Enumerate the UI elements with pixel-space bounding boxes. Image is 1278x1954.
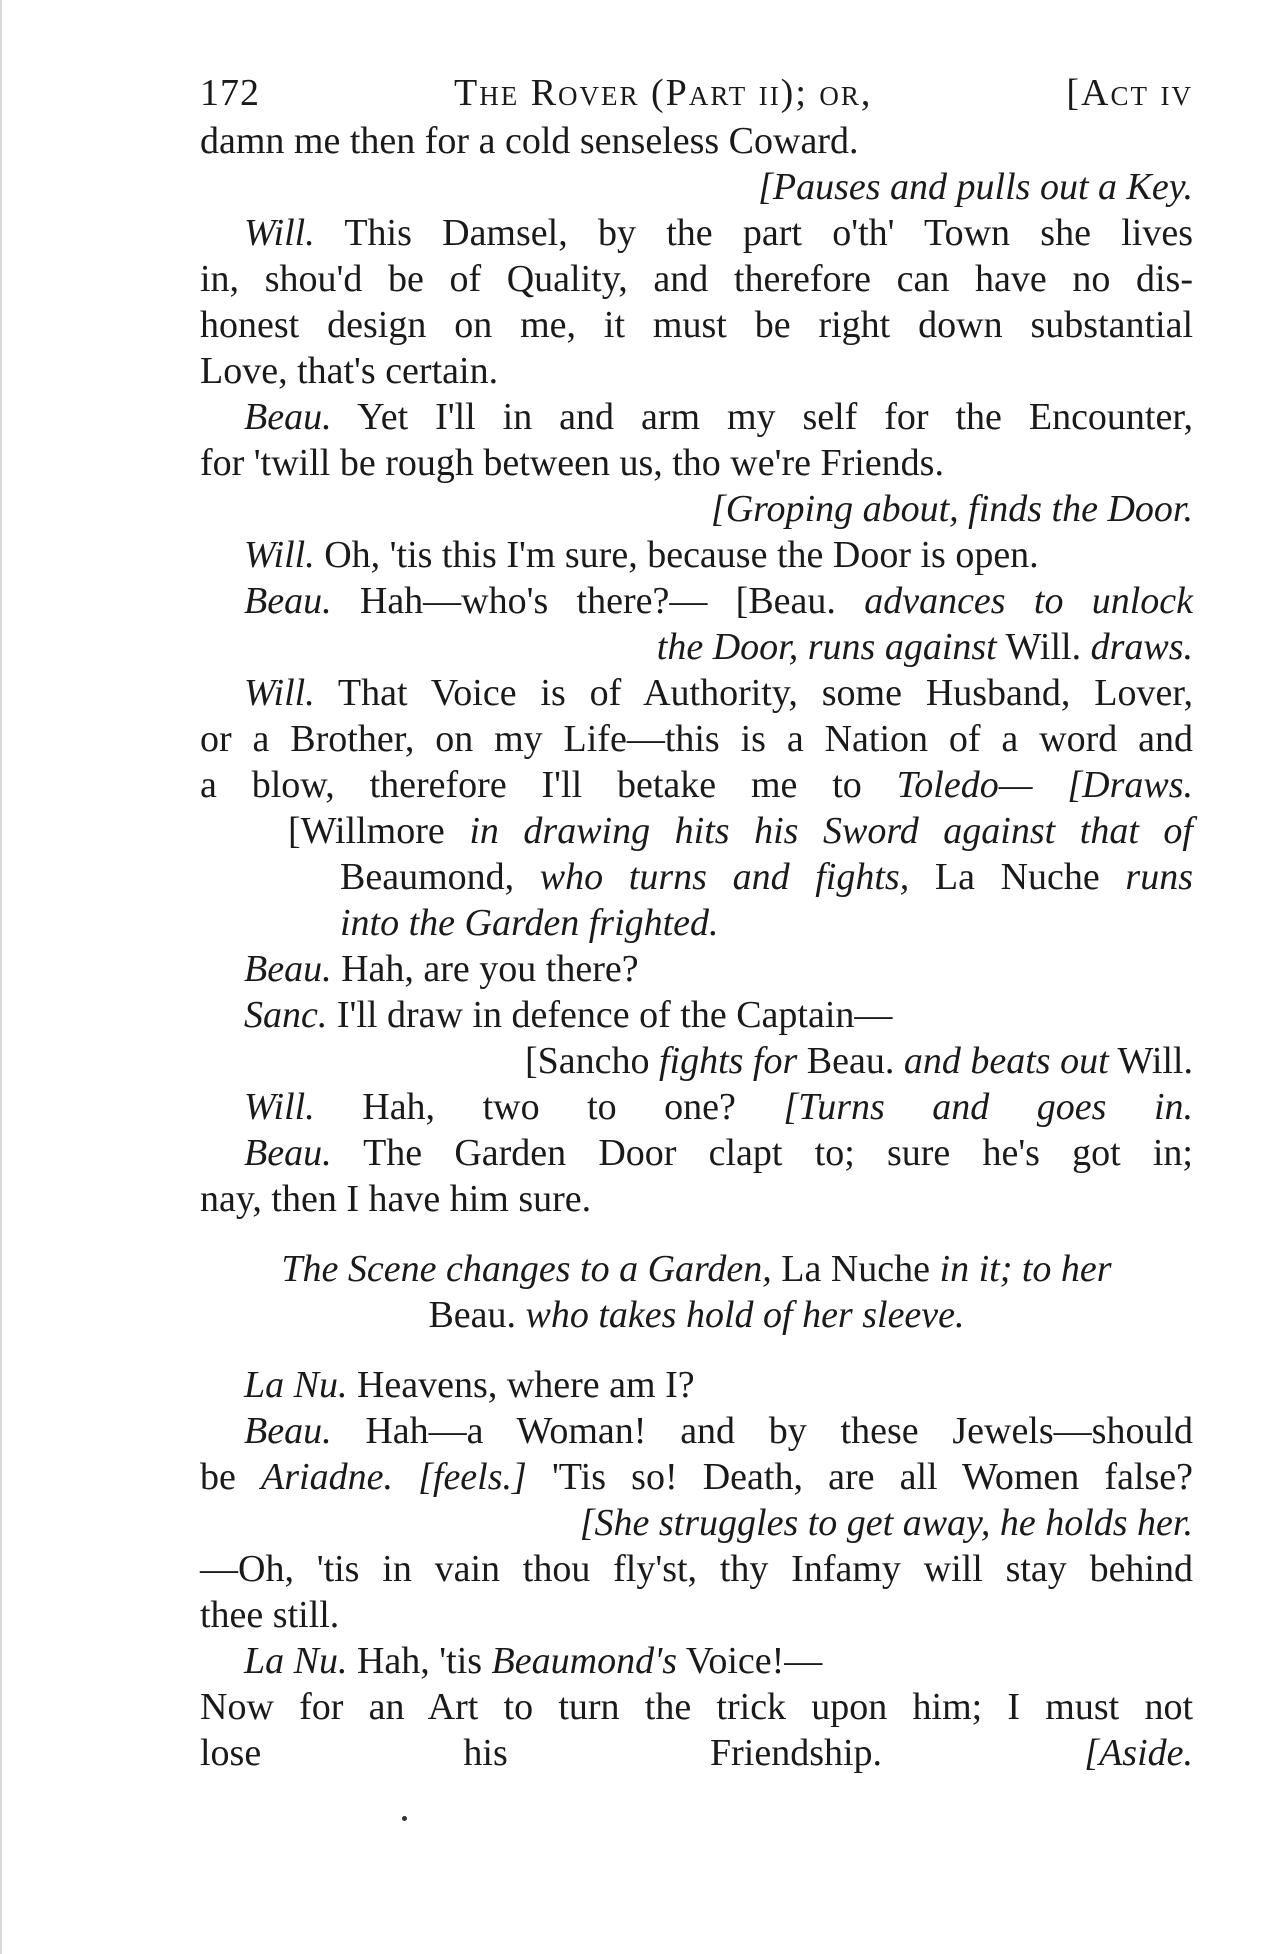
text-line: —Oh, 'tis in vain thou fly'st, thy Infamy will stay behind	[200, 1548, 1193, 1590]
speech-text: be	[200, 1456, 236, 1498]
scene-heading-text: in it; to her	[939, 1248, 1112, 1290]
speech-text: Yet I'll in and arm my self for the Encounter,	[357, 396, 1193, 438]
running-title: The Rover (Part ii); or,	[453, 72, 873, 114]
running-header	[200, 70, 1193, 118]
stage-direction-text: runs	[1125, 856, 1193, 898]
text-line: or a Brother, on my Life—this is a Nation of a word and	[200, 718, 1193, 760]
dialogue-line	[200, 1638, 1193, 1684]
stage-direction-text: who turns and fights,	[539, 856, 910, 898]
speech-text: The Garden Door clapt to; sure he's got in;	[363, 1132, 1193, 1174]
dialogue-line	[200, 670, 1193, 716]
dialogue-line	[200, 578, 1193, 624]
character-name: Ariadne.	[261, 1456, 393, 1498]
speech-text: Hah, are you there?	[341, 948, 639, 990]
scene-heading-name: Beau.	[428, 1294, 517, 1336]
dialogue-line	[200, 946, 1193, 992]
stage-direction: [Pauses and pulls out a Key.	[758, 166, 1193, 208]
book-page	[200, 70, 1193, 1776]
stage-direction-name: [Sancho	[524, 1040, 650, 1082]
stage-direction-text: fights for	[658, 1040, 798, 1082]
dialogue-line	[200, 992, 1193, 1038]
scene-heading	[200, 1292, 1193, 1338]
speech-text: Oh, 'tis this I'm sure, because the Door is open.	[324, 534, 1039, 576]
text-line: for 'twill be rough between us, tho we're Friends.	[200, 442, 944, 484]
dialogue-line	[200, 394, 1193, 440]
stage-direction-name: La Nuche	[934, 856, 1100, 898]
scene-heading-name: La Nuche	[781, 1248, 931, 1290]
ink-speck	[402, 1816, 407, 1821]
speaker-name: La Nu.	[244, 1640, 348, 1682]
dialogue-line	[200, 210, 1193, 256]
scene-gap	[200, 1338, 1193, 1362]
speaker-name: Will.	[244, 534, 315, 576]
stage-direction-name: [Willmore	[288, 810, 445, 852]
page-edge-shadow	[0, 0, 2, 1954]
speaker-name: Beau.	[244, 580, 332, 622]
stage-direction	[200, 854, 1193, 900]
stage-direction-name: Will.	[1117, 1040, 1193, 1082]
page-number: 172	[200, 72, 260, 114]
dialogue-line	[200, 1362, 1193, 1408]
stage-direction	[200, 624, 1193, 670]
stage-direction-name: Will.	[1005, 626, 1082, 668]
text-line: Now for an Art to turn the trick upon him; I must not	[200, 1686, 1193, 1728]
speech-text: Hah—who's there?—	[359, 580, 708, 622]
text-line: nay, then I have him sure.	[200, 1178, 592, 1220]
stage-direction	[200, 1038, 1193, 1084]
text-line	[200, 1454, 1193, 1500]
stage-direction: into the Garden frighted.	[340, 902, 719, 944]
text-line: in, shou'd be of Quality, and therefore can have no dis-	[200, 258, 1193, 300]
stage-direction	[200, 808, 1193, 854]
place-name: Toledo—	[896, 764, 1033, 806]
dialogue-line	[200, 532, 1193, 578]
speaker-name: Will.	[244, 1086, 315, 1128]
speech-text: I'll draw in defence of the Captain—	[336, 994, 893, 1036]
stage-direction-name: Beaumond,	[340, 856, 515, 898]
character-name: Beaumond's	[491, 1640, 677, 1682]
dialogue-line	[200, 1130, 1193, 1176]
text-line: thee still.	[200, 1594, 340, 1636]
speech-text: That Voice is of Authority, some Husband, Lover,	[337, 672, 1193, 714]
speaker-name: Will.	[244, 672, 315, 714]
stage-direction: [feels.]	[418, 1456, 527, 1498]
stage-direction: [Groping about, finds the Door.	[710, 488, 1193, 530]
text-line: honest design on me, it must be right down substantial	[200, 304, 1193, 346]
speaker-name: Beau.	[244, 1410, 332, 1452]
stage-direction: [Aside.	[1084, 1732, 1193, 1774]
act-label: [Act iv	[1066, 72, 1193, 114]
speech-text: Heavens, where am I?	[356, 1364, 695, 1406]
text-line: Love, that's certain.	[200, 350, 499, 392]
speech-text: This Damsel, by the part o'th' Town she lives	[344, 212, 1193, 254]
speaker-name: Beau.	[244, 948, 332, 990]
text-line	[200, 762, 1193, 808]
stage-direction: advances to unlock	[864, 580, 1194, 622]
stage-direction-text: in drawing hits his Sword against that of	[469, 810, 1193, 852]
speech-text: a blow, therefore I'll betake me to	[200, 764, 862, 806]
speaker-name: La Nu.	[244, 1364, 348, 1406]
scene-heading-text: The Scene changes to a Garden,	[281, 1248, 772, 1290]
text-line	[200, 1730, 1193, 1776]
speaker-name: Beau.	[244, 396, 332, 438]
speech-text: Hah—a Woman! and by these Jewels—should	[365, 1410, 1194, 1452]
text-line: damn me then for a cold senseless Coward.	[200, 120, 859, 162]
speech-text: lose his Friendship.	[200, 1732, 883, 1774]
stage-direction: [Draws.	[1067, 764, 1194, 806]
speech-text: Hah, 'tis	[356, 1640, 483, 1682]
scene-heading-text: who takes hold of her sleeve.	[525, 1294, 965, 1336]
stage-direction-name: Beau.	[806, 1040, 895, 1082]
scene-gap	[200, 1222, 1193, 1246]
speech-text: 'Tis so! Death, are all Women false?	[551, 1456, 1194, 1498]
stage-direction-text: and beats out	[903, 1040, 1109, 1082]
speech-text: Hah, two to one?	[362, 1086, 736, 1128]
speaker-name: Beau.	[244, 1132, 332, 1174]
speaker-name: Will.	[244, 212, 315, 254]
stage-direction-name: [Beau.	[735, 580, 836, 622]
stage-direction-text: draws.	[1090, 626, 1193, 668]
scene-heading	[200, 1246, 1193, 1292]
stage-direction: [Turns and goes in.	[783, 1086, 1194, 1128]
speech-text: Voice!—	[685, 1640, 823, 1682]
stage-direction: [She struggles to get away, he holds her.	[579, 1502, 1193, 1544]
speaker-name: Sanc.	[244, 994, 328, 1036]
dialogue-line	[200, 1084, 1193, 1130]
dialogue-line	[200, 1408, 1193, 1454]
stage-direction-text: the Door, runs against	[656, 626, 997, 668]
